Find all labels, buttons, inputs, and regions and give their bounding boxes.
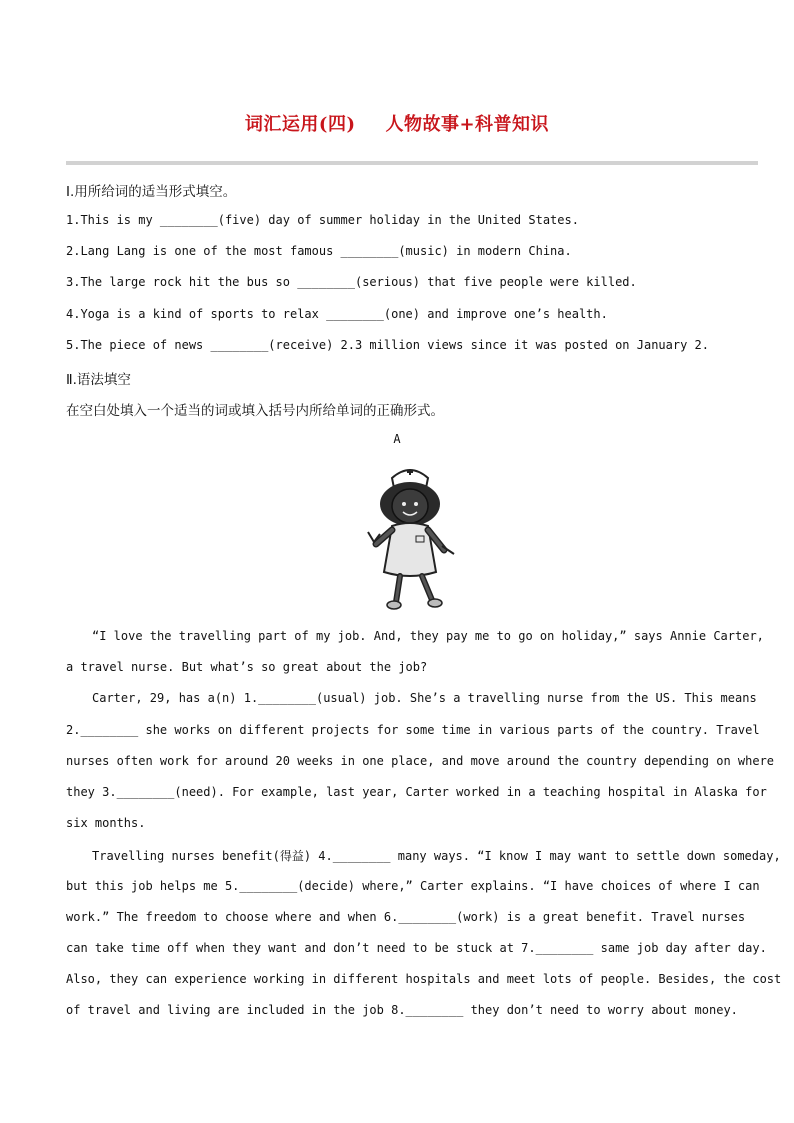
passage-line-1: “I love the travelling part of my job. And, they pay me to go on holiday,” says Annie Carter, <box>92 629 764 643</box>
passage-line-7: six months. <box>66 816 146 830</box>
nurse-illustration <box>362 460 458 612</box>
passage-line-6: they 3.________(need). For example, last year, Carter worked in a teaching hospital in Alaska for <box>66 785 767 799</box>
exercise-item-1: 1.This is my ________(five) day of summer holiday in the United States. <box>66 213 579 227</box>
passage-line-13: of travel and living are included in the job 8.________ they don’t need to worry about money. <box>66 1003 738 1017</box>
exercise-item-4: 4.Yoga is a kind of sports to relax ________(one) and improve one’s health. <box>66 307 608 321</box>
passage-line-8: Travelling nurses benefit(得益) 4.________ many ways. “I know I may want to settle down someday, <box>92 849 781 863</box>
passage-line-2: a travel nurse. But what’s so great about the job? <box>66 660 428 674</box>
exercise-item-3: 3.The large rock hit the bus so ________(serious) that five people were killed. <box>66 275 637 289</box>
page-title <box>0 110 794 136</box>
section2-heading: Ⅱ.语法填空 <box>66 372 131 388</box>
title-part1: 词汇运用(四) <box>244 114 356 135</box>
passage-line-4: 2.________ she works on different projects for some time in various parts of the country. Travel <box>66 723 760 737</box>
title-divider <box>66 161 758 165</box>
section2-instruction: 在空白处填入一个适当的词或填入括号内所给单词的正确形式。 <box>66 403 444 419</box>
passage-line-11: can take time off when they want and don’t need to be stuck at 7.________ same job day after day. <box>66 941 767 955</box>
passage-line-12: Also, they can experience working in different hospitals and meet lots of people. Besides, the cost <box>66 972 782 986</box>
title-part2: 人物故事+科普知识 <box>385 114 550 135</box>
exercise-item-5: 5.The piece of news ________(receive) 2.3 million views since it was posted on January 2. <box>66 338 709 352</box>
passage-label: A <box>393 432 401 446</box>
exercise-item-2: 2.Lang Lang is one of the most famous ________(music) in modern China. <box>66 244 572 258</box>
section1-heading: Ⅰ.用所给词的适当形式填空。 <box>66 184 237 200</box>
passage-line-5: nurses often work for around 20 weeks in one place, and move around the country depending on where <box>66 754 775 768</box>
passage-line-3: Carter, 29, has a(n) 1.________(usual) job. She’s a travelling nurse from the US. This means <box>92 691 757 705</box>
passage-line-9: but this job helps me 5.________(decide) where,” Carter explains. “I have choices of where I can <box>66 879 760 893</box>
passage-line-10: work.” The freedom to choose where and when 6.________(work) is a great benefit. Travel nurses <box>66 910 746 924</box>
